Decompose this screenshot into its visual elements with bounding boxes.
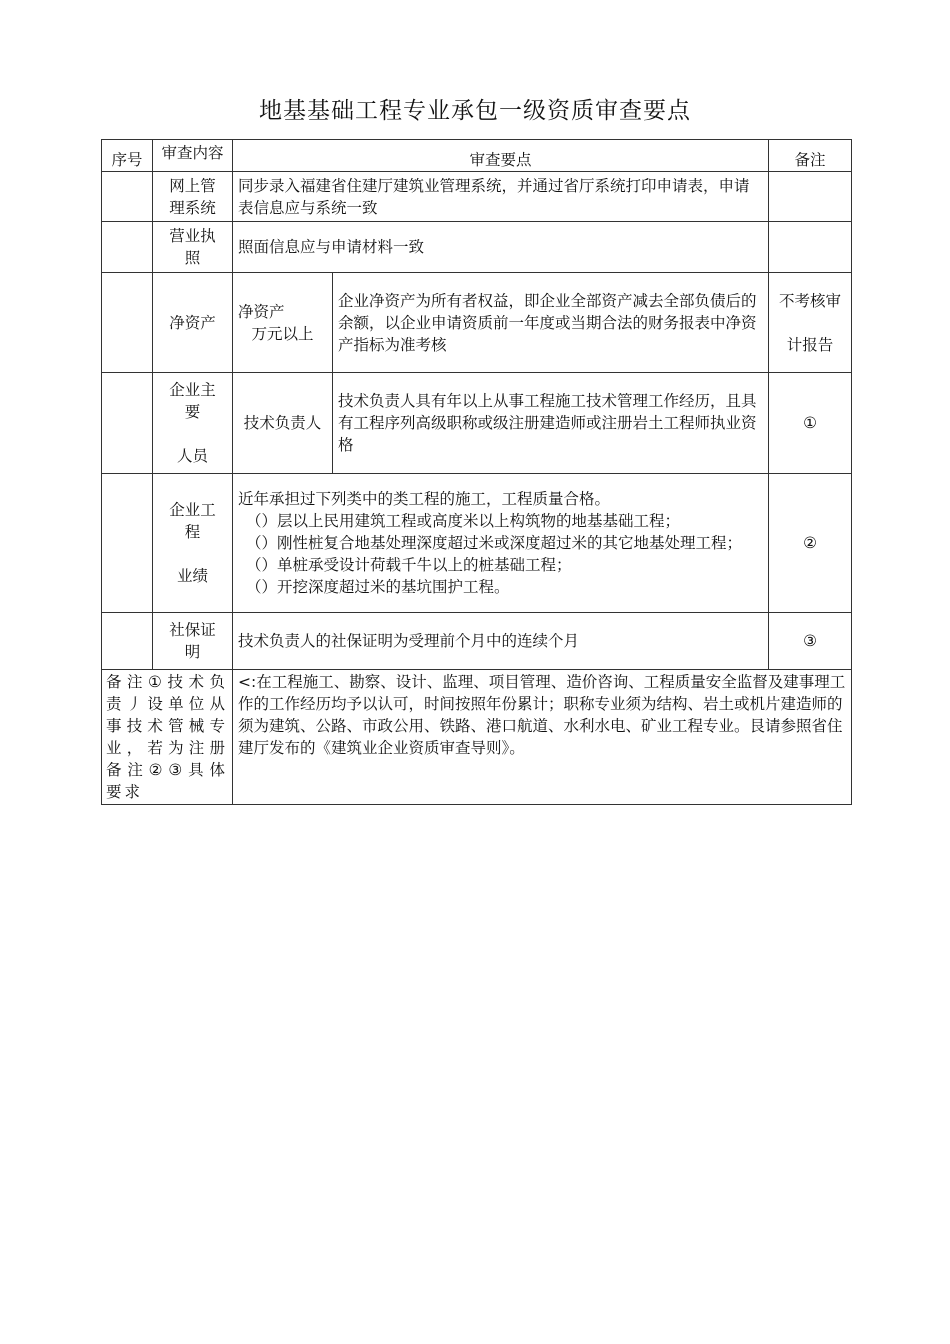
row-text: 技术负责人的社保证明为受理前个月中的连续个月	[233, 613, 769, 670]
table-row	[102, 613, 852, 670]
row-remark: 不考核审 计报告	[769, 273, 852, 373]
row-label: 网上管 理系统	[153, 172, 233, 222]
list-item: （）开挖深度超过米的基坑围护工程。	[246, 578, 510, 596]
notes-label: 备注①技术负责丿设单位从事技术管械专业，若为注册备注②③具体要求	[102, 670, 233, 805]
row-no-cell	[102, 222, 153, 273]
row-remark: ③	[769, 613, 852, 670]
list-item: （）层以上民用建筑工程或高度米以上构筑物的地基基础工程；	[246, 512, 681, 530]
table-header-row	[102, 140, 852, 172]
row-sub-label: 技术负责人	[233, 373, 333, 474]
row-remark: ①	[769, 373, 852, 474]
row-remark	[769, 222, 852, 273]
page-title: 地基基础工程专业承包一级资质审查要点	[259, 98, 691, 124]
row-text: 技术负责人具有年以上从事工程施工技术管理工作经历，且具有工程序列高级职称或级注册建造师或注册岩土工程师执业资格	[333, 373, 769, 474]
header-content: 审查内容	[161, 144, 224, 162]
row-text: 企业净资产为所有者权益，即企业全部资产减去全部负债后的余额，以企业申请资质前一年度或当期合法的财务报表中净资产指标为准考核	[333, 273, 769, 373]
performance-intro: 近年承担过下列类中的类工程的施工，工程质量合格。	[238, 490, 611, 508]
notes-text: <:在工程施工、勘察、设计、监理、项目管理、造价咨询、工程质量安全监督及建事理工作的工作经历均予以认可，时间按照年份累计；职称专业须为结构、岩土或机片建造师的须为建筑、公路、市政公用、铁路、港口航道、水利水电、矿业工程专业。艮请参照省住建厅发布的《建筑业企业资质审查导则》。	[233, 670, 852, 805]
row-label: 净资产	[153, 273, 233, 373]
list-item: （）刚性桩复合地基处理深度超过米或深度超过米的其它地基处理工程；	[246, 534, 743, 552]
row-no-cell	[102, 273, 153, 373]
row-no-cell	[102, 613, 153, 670]
row-no-cell	[102, 474, 153, 613]
table-row	[102, 172, 852, 222]
header-no: 序号	[102, 140, 153, 172]
review-table	[101, 139, 852, 805]
table-row	[102, 273, 852, 373]
header-points: 审查要点	[233, 140, 769, 172]
row-no-cell	[102, 373, 153, 474]
header-remark: 备注	[769, 140, 852, 172]
row-text	[233, 474, 769, 613]
row-text: 同步录入福建省住建厅建筑业管理系统，并通过省厅系统打印申请表，申请表信息应与系统一致	[233, 172, 769, 222]
row-label: 营业执 照	[153, 222, 233, 273]
notes-row	[102, 670, 852, 805]
row-remark	[769, 172, 852, 222]
row-sub-label: 净资产 万元以上	[233, 273, 333, 373]
list-item: （）单桩承受设计荷载千牛以上的桩基础工程；	[246, 556, 572, 574]
row-label: 社保证 明	[153, 613, 233, 670]
table-row	[102, 474, 852, 613]
row-label: 企业工 程 业绩	[153, 474, 233, 613]
table-row	[102, 373, 852, 474]
row-label: 企业主 要 人员	[153, 373, 233, 474]
table-row	[102, 222, 852, 273]
row-text: 照面信息应与申请材料一致	[233, 222, 769, 273]
row-no-cell	[102, 172, 153, 222]
row-remark: ②	[769, 474, 852, 613]
